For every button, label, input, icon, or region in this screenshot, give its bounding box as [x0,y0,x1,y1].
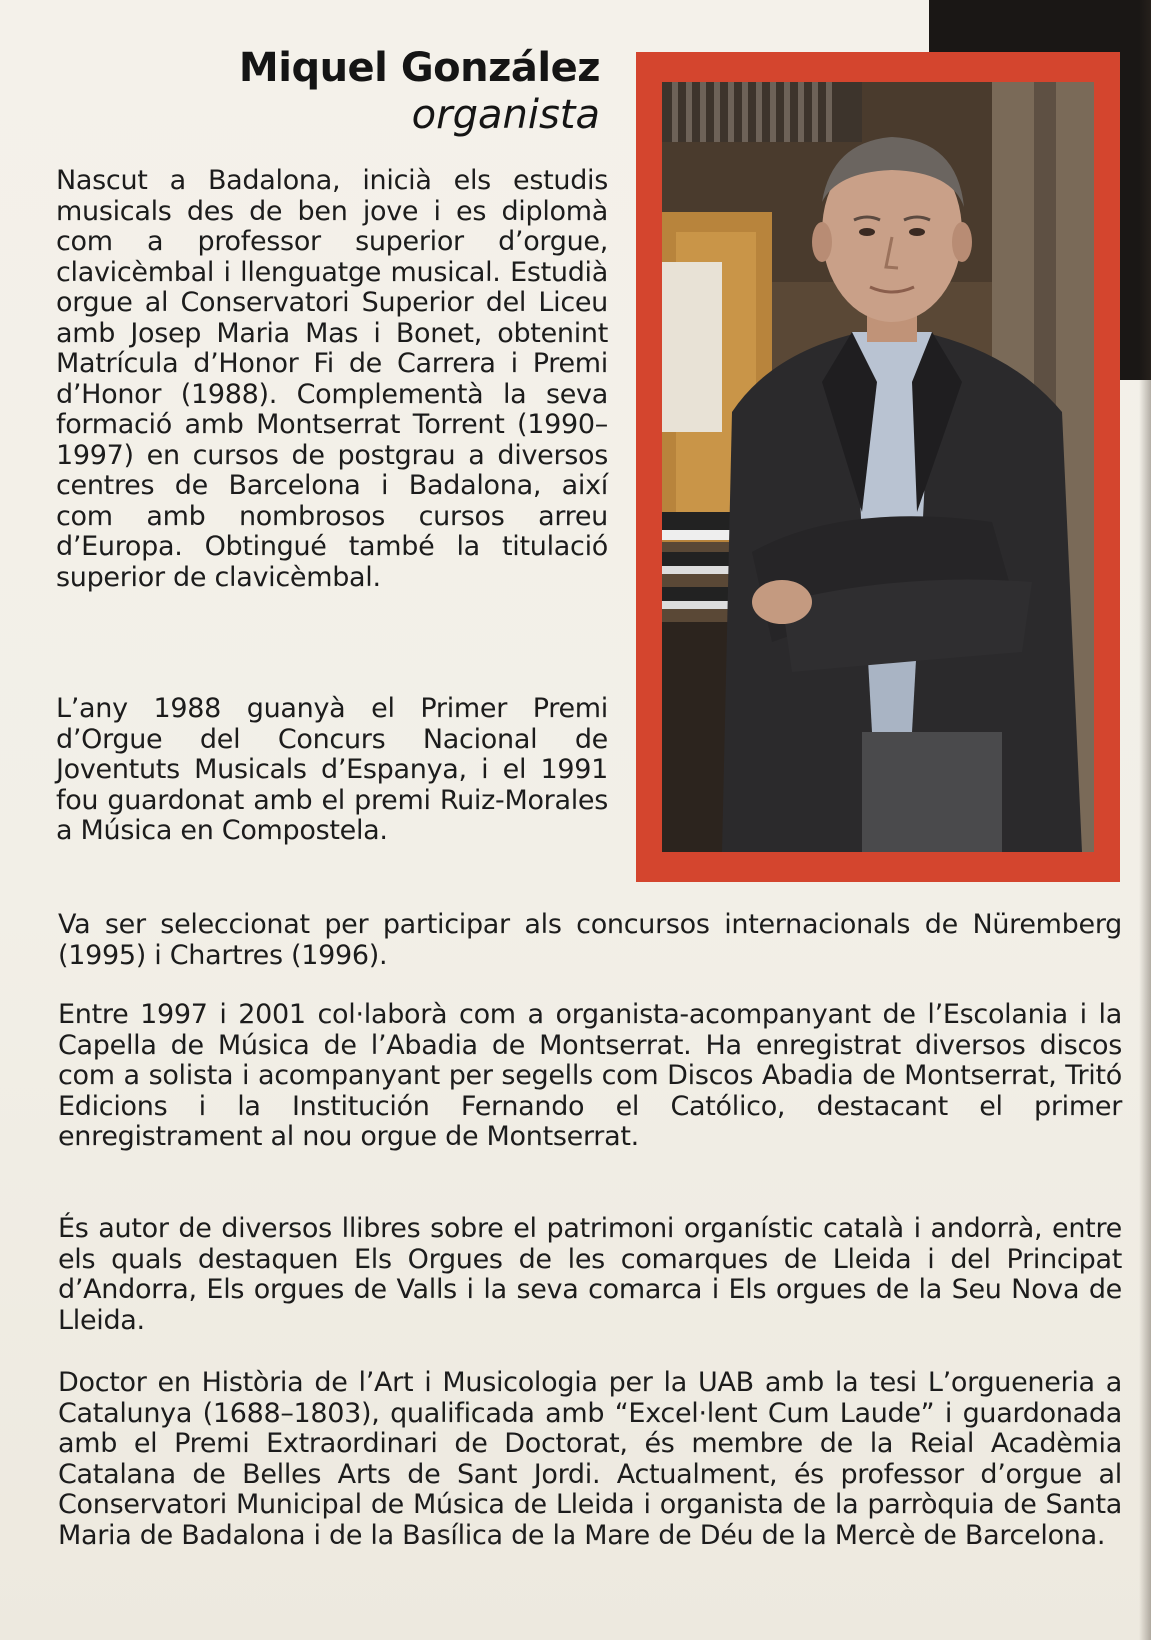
portrait-illustration [662,82,1094,852]
bio-paragraph-montserrat: Entre 1997 i 2001 col·laborà com a organista-acompanyant de l’Escolania i la Capella de Música de l’Abadia de Montserrat. Ha enregistrat diversos discos com a solista i acompanyant per segells com Discos Abadia de Montserrat, Tritó Edicions i la Institución Fernando el Católico, destacant el primer enregistrament al nou orgue de Montserrat. [58,999,1122,1152]
bio-paragraph-books: És autor de diversos llibres sobre el patrimoni organístic català i andorrà, entre els quals destaquen Els Orgues de les comarques de Lleida i del Principat d’Andorra, Els orgues de Valls i la seva comarca i Els orgues de la Seu Nova de Lleida. [58,1213,1122,1336]
artist-photo [662,82,1094,852]
photo-frame [636,52,1120,882]
bio-paragraph-competitions: Va ser seleccionat per participar als concursos internacionals de Nüremberg (1995) i Chartres (1996). [58,909,1122,971]
page-edge-shadow [1139,0,1151,1640]
artist-name: Miquel González [238,45,600,91]
bio-paragraph-doctorate: Doctor en Història de l’Art i Musicologia per la UAB amb la tesi L’orgueneria a Catalunya (1688–1803), qualificada amb “Excel·lent Cum Laude” i guardonada amb el Premi Extraordinari de Doctorat, és membre de la Reial Acadèmia Catalana de Belles Arts de Sant Jordi. Actualment, és professor d’orgue al Conservatori Municipal de Música de Lleida i organista de la parròquia de Santa Maria de Badalona i de la Basílica de la Mare de Déu de la Mercè de Barcelona. [58,1367,1122,1551]
bio-paragraph-early-training: Nascut a Badalona, inicià els estudis musicals des de ben jove i es diplomà com a professor superior d’orgue, clavicèmbal i llenguatge musical. Estudià orgue al Conservatori Superior del Liceu amb Josep Maria Mas i Bonet, obtenint Matrícula d’Honor Fi de Carrera i Premi d’Honor (1988). Complementà la seva formació amb Montserrat Torrent (1990–1997) en cursos de postgrau a diversos centres de Barcelona i Badalona, així com amb nombrosos cursos arreu d’Europa. Obtingué també la titulació superior de clavicèmbal. [56,165,608,593]
artist-role: organista [411,92,600,138]
bio-header [0,44,600,138]
bio-paragraph-awards: L’any 1988 guanyà el Primer Premi d’Orgue del Concurs Nacional de Joventuts Musicals d’Espanya, i el 1991 fou guardonat amb el premi Ruiz-Morales a Música en Compostela. [56,693,608,846]
